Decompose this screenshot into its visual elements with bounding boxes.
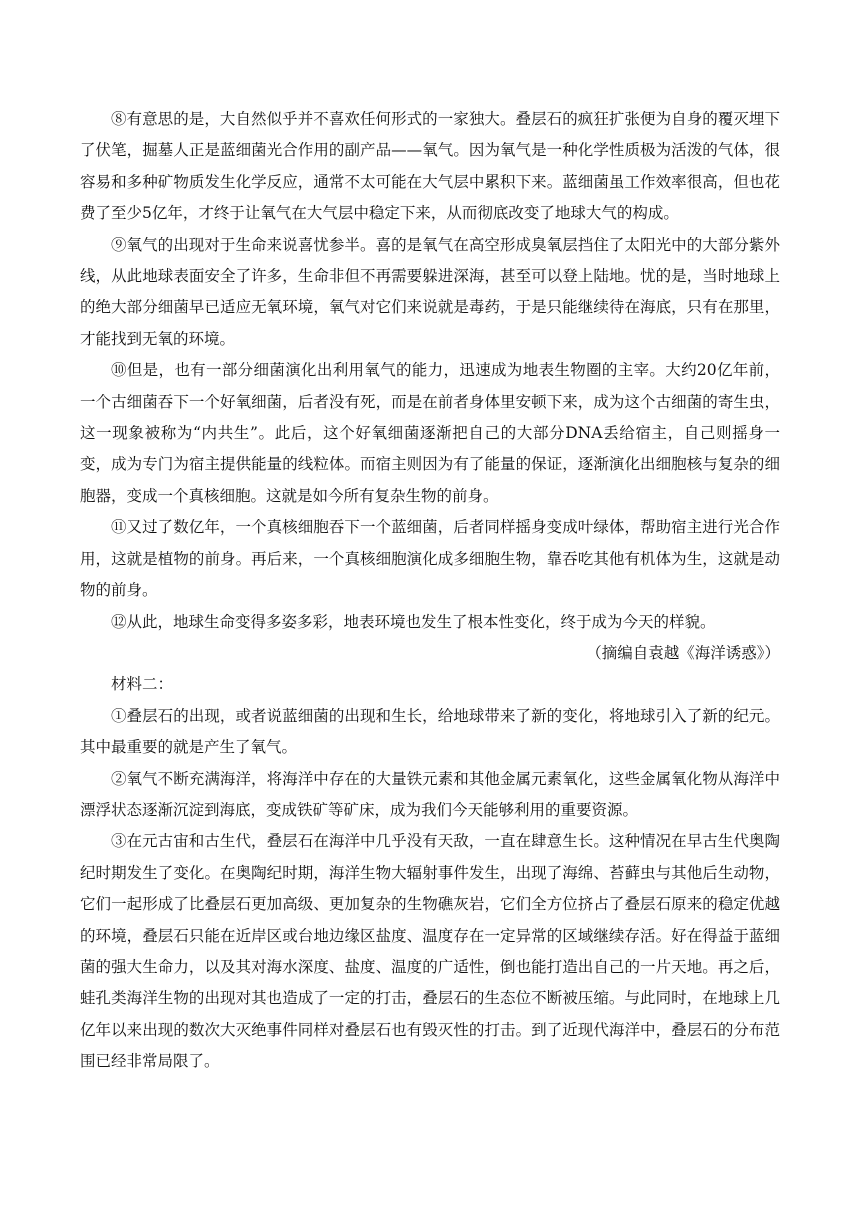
paragraph-9: ⑨氧气的出现对于生命来说喜忧参半。喜的是氧气在高空形成臭氧层挡住了太阳光中的大部分紫外线，从此地球表面安全了许多，生命非但不再需要躲进深海，甚至可以登上陆地。忧的是，当时地球上的绝大部分细菌早已适应无氧环境，氧气对它们来说就是毒药，于是只能继续待在海底，只有在那里，才能找到无氧的环境。 bbox=[80, 235, 780, 348]
source-citation: （摘编自袁越《海洋诱惑》） bbox=[586, 643, 780, 662]
paragraph-12: ⑫从此，地球生命变得多姿多彩，地表环境也发生了根本性变化，终于成为今天的样貌。 bbox=[111, 612, 716, 631]
material-2-heading: 材料二： bbox=[111, 675, 174, 694]
document-page bbox=[80, 104, 780, 1078]
material-2-paragraph-1: ①叠层石的出现，或者说蓝细菌的出现和生长，给地球带来了新的变化，将地球引入了新的纪元。其中最重要的就是产生了氧气。 bbox=[80, 706, 780, 757]
paragraph-11: ⑪又过了数亿年，一个真核细胞吞下一个蓝细菌，后者同样摇身变成叶绿体，帮助宿主进行光合作用，这就是植物的前身。再后来，一个真核细胞演化成多细胞生物，靠吞吃其他有机体为生，这就是动物的前身。 bbox=[80, 518, 780, 600]
paragraph-10: ⑩但是，也有一部分细菌演化出利用氧气的能力，迅速成为地表生物圈的主宰。大约20亿年前，一个古细菌吞下一个好氧细菌，后者没有死，而是在前者身体里安顿下来，成为这个古细菌的寄生虫，这一现象被称为“内共生”。此后，这个好氧细菌逐渐把自己的大部分DNA丢给宿主，自己则摇身一变，成为专门为宿主提供能量的线粒体。而宿主则因为有了能量的保证，逐渐演化出细胞核与复杂的细胞器，变成一个真核细胞。这就是如今所有复杂生物的前身。 bbox=[80, 361, 780, 505]
material-2-paragraph-2: ②氧气不断充满海洋，将海洋中存在的大量铁元素和其他金属元素氧化，这些金属氧化物从海洋中漂浮状态逐渐沉淀到海底，变成铁矿等矿床，成为我们今天能够利用的重要资源。 bbox=[80, 769, 780, 819]
material-2-paragraph-3: ③在元古宙和古生代，叠层石在海洋中几乎没有天敌，一直在肆意生长。这种情况在早古生代奥陶纪时期发生了变化。在奥陶纪时期，海洋生物大辐射事件发生，出现了海绵、苔藓虫与其他后生动物，它们一起形成了比叠层石更加高级、更加复杂的生物礁灰岩，它们全方位挤占了叠层石原来的稳定优越的环境，叠层石只能在近岸区或台地边缘区盐度、温度存在一定异常的区域继续存活。好在得益于蓝细菌的强大生命力，以及其对海水深度、盐度、温度的广适性，倒也能打造出自己的一片天地。再之后，蛙孔类海洋生物的出现对其也造成了一定的打击，叠层石的生态位不断被压缩。与此同时，在地球上几亿年以来出现的数次大灭绝事件同样对叠层石也有毁灭性的打击。到了近现代海洋中，叠层石的分布范围已经非常局限了。 bbox=[80, 832, 780, 1071]
paragraph-8: ⑧有意思的是，大自然似乎并不喜欢任何形式的一家独大。叠层石的疯狂扩张便为自身的覆灭埋下了伏笔，掘墓人正是蓝细菌光合作用的副产品——氧气。因为氧气是一种化学性质极为活泼的气体，很容易和多种矿物质发生化学反应，通常不太可能在大气层中累积下来。蓝细菌虽工作效率很高，但也花费了至少5亿年，才终于让氧气在大气层中稳定下来，从而彻底改变了地球大气的构成。 bbox=[80, 110, 780, 223]
